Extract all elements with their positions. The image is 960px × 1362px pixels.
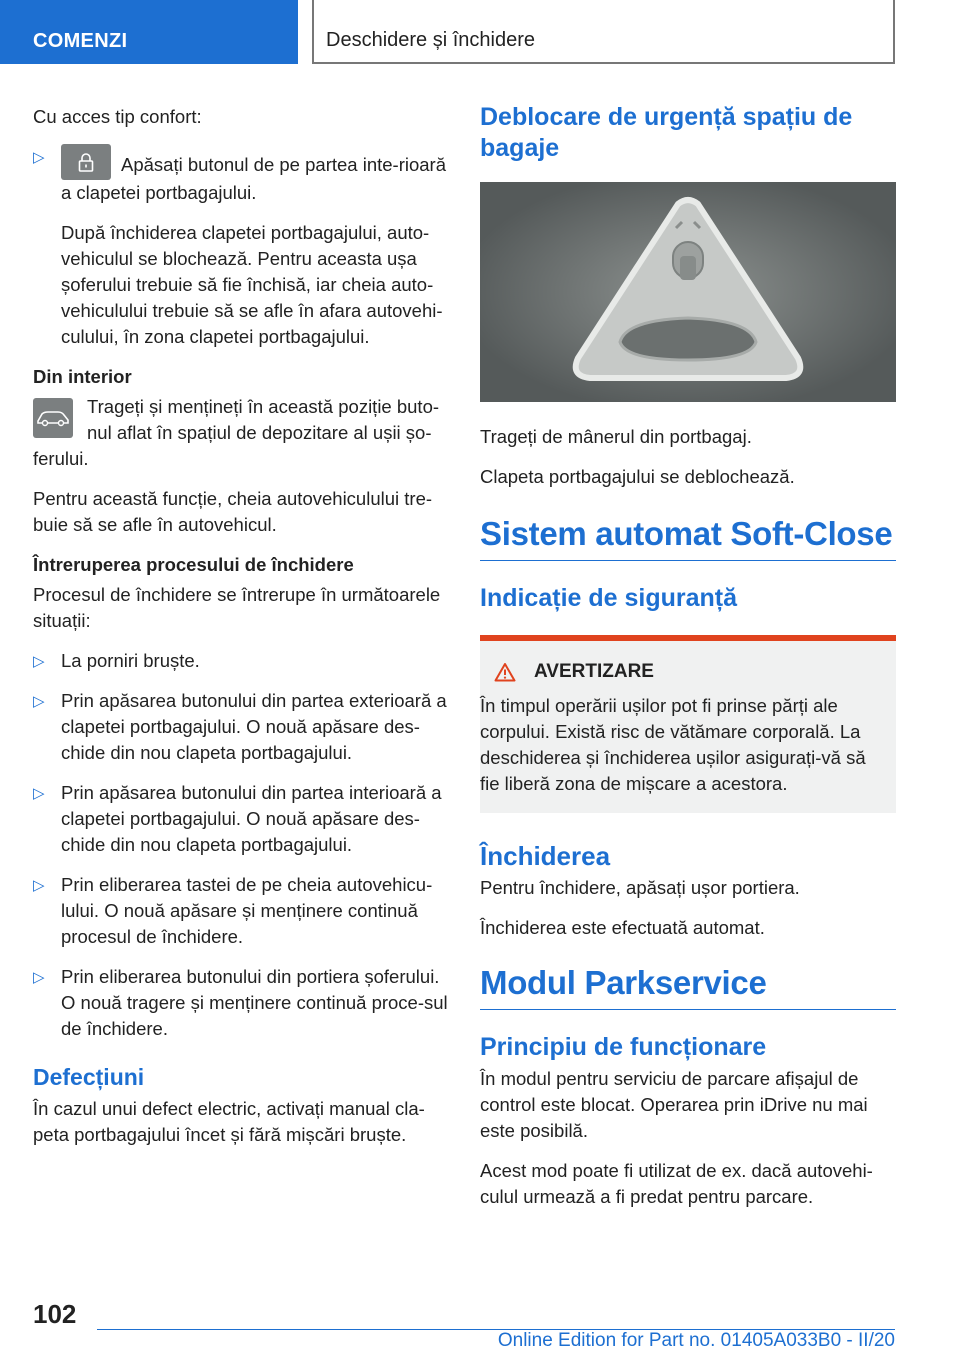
comfort-note: După închiderea clapetei portbagajului, auto-vehiculul se blochează. Pentru aceasta ușa șoferului trebuie să fie închisă, iar cheia auto-vehiculului trebuie să se afle în afara autovehi-culului, în zona clapetei portbagajului.	[61, 222, 443, 347]
unlock-text: Clapeta portbagajului se deblochează.	[480, 466, 795, 487]
list-item	[33, 688, 451, 766]
list-item-text: Prin eliberarea tastei de pe cheia autovehicu-lului. O nouă apăsare și menținere continuă procesul de închidere.	[61, 874, 433, 947]
right-column	[480, 102, 896, 1224]
interior-block	[33, 394, 451, 472]
pull-text: Trageți de mânerul din portbagaj.	[480, 426, 752, 447]
warning-label: AVERTIZARE	[534, 661, 654, 682]
list-item	[33, 648, 451, 674]
faults-title: Defecțiuni	[33, 1064, 145, 1090]
warning-triangle-icon	[494, 662, 516, 682]
list-item-text: Prin eliberarea butonului din portiera șoferului. O nouă tragere și menținere continuă proce-sul de închidere.	[61, 966, 448, 1039]
parkservice-title: Modul Parkservice	[480, 963, 896, 1010]
interrupt-intro: Procesul de închidere se întrerupe în următoarele situații:	[33, 584, 441, 631]
key-note: Pentru această funcție, cheia autovehiculului tre-buie să se afle în autovehicul.	[33, 488, 433, 535]
left-column	[33, 104, 451, 1162]
faults-text: În cazul unui defect electric, activați manual cla-peta portbagajului încet și fără mișcări bruște.	[33, 1098, 425, 1145]
bullet-triangle-icon: ▷	[33, 877, 45, 894]
comfort-step-text: Apăsați butonul de pe partea inte-rioară a clapetei portbagajului.	[61, 154, 446, 203]
closing-text: Pentru închidere, apăsați ușor portiera.	[480, 877, 800, 898]
emergency-title: Deblocare de urgență spațiu de bagaje	[480, 103, 853, 162]
interrupt-title: Întreruperea procesului de închidere	[33, 554, 354, 575]
list-item-text: Prin apăsarea butonului din partea interioară a clapetei portbagajului. O nouă apăsare des-chide din nou clapeta portbagajului.	[61, 782, 442, 855]
interior-label: Din interior	[33, 366, 132, 387]
section-label: COMENZI	[33, 30, 128, 52]
bullet-triangle-icon: ▷	[33, 785, 45, 802]
release-handle-illustration	[480, 182, 896, 402]
interior-text: Trageți și mențineți în această poziție buto-nul aflat în spațiul de depozitare al ușii șo-ferului.	[33, 396, 440, 469]
list-item-text: La porniri bruște.	[61, 650, 200, 671]
chapter-label: Deschidere și închidere	[326, 29, 535, 51]
principle-example: Acest mod poate fi utilizat de ex. dacă autovehi-culul urmează a fi predat pentru parcare.	[480, 1160, 873, 1207]
page-number: 102	[33, 1299, 77, 1329]
chapter-tab	[312, 0, 895, 64]
principle-text: În modul pentru serviciu de parcare afișajul de control este blocat. Operarea prin iDrive nu mai este posibilă.	[480, 1068, 868, 1141]
edition-link[interactable]: Online Edition for Part no. 01405A033B0 - II/20	[497, 1330, 895, 1351]
comfort-label: Cu acces tip confort:	[33, 106, 202, 127]
safety-title: Indicație de siguranță	[480, 584, 738, 612]
comfort-step	[33, 144, 451, 206]
trunk-lock-button-icon	[61, 144, 111, 180]
section-tab	[0, 0, 298, 64]
list-item	[33, 872, 451, 950]
list-item	[33, 964, 451, 1042]
softclose-title: Sistem automat Soft-Close	[480, 514, 896, 561]
list-item-text: Prin apăsarea butonului din partea exterioară a clapetei portbagajului. O nouă apăsare des-chide din nou clapeta portbagajului.	[61, 690, 447, 763]
closing-title: Închiderea	[480, 841, 611, 871]
trunk-release-handle-photo	[480, 182, 896, 402]
warning-header	[480, 659, 882, 685]
warning-text: În timpul operării ușilor pot fi prinse părți ale corpului. Există risc de vătămare corporală. La deschiderea și închiderea ușilor asigurați-vă să fie liberă zona de mișcare a acestora.	[480, 695, 866, 794]
bullet-triangle-icon: ▷	[33, 149, 45, 166]
closing-auto-text: Închiderea este efectuată automat.	[480, 917, 765, 938]
bullet-triangle-icon: ▷	[33, 693, 45, 710]
warning-box	[480, 635, 896, 813]
list-item	[33, 780, 451, 858]
principle-title: Principiu de funcționare	[480, 1033, 767, 1061]
bullet-triangle-icon: ▷	[33, 653, 45, 670]
car-door-button-icon	[33, 398, 73, 438]
bullet-triangle-icon: ▷	[33, 969, 45, 986]
